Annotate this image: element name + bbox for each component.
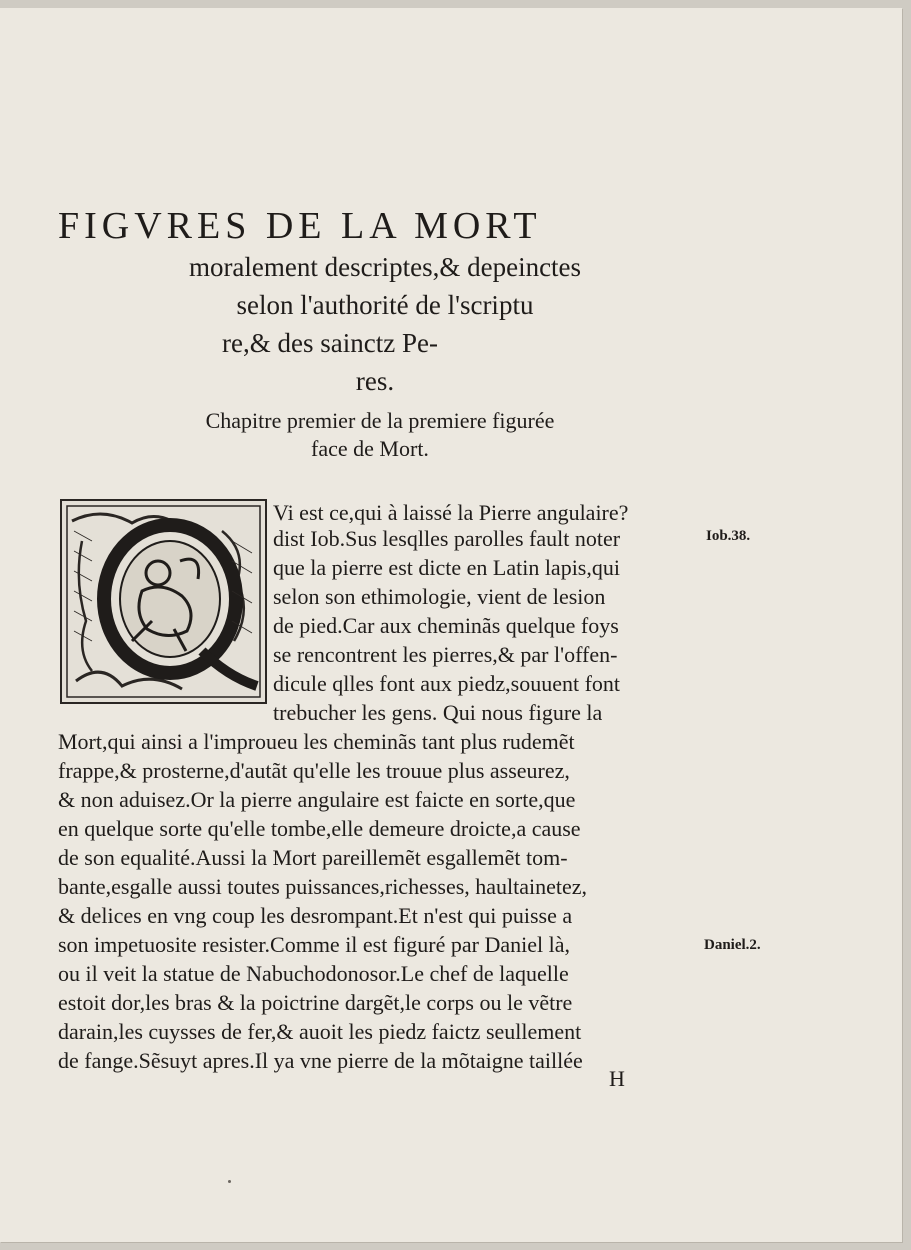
body-line: en quelque sorte qu'elle tombe,elle demeure droicte,a cause (58, 816, 581, 841)
body-line: de son equalité.Aussi la Mort pareillemẽt esgallemẽt tom- (58, 845, 568, 870)
margin-note: Iob.38. (706, 528, 751, 544)
body-line: & delices en vng coup les desrompant.Et n'est qui puisse a (58, 903, 573, 928)
body-line: darain,les cuysses de fer,& auoit les piedz faictz seullement (58, 1019, 582, 1044)
body-line: & non aduisez.Or la pierre angulaire est faicte en sorte,que (58, 787, 576, 812)
body-line: bante,esgalle aussi toutes puissances,richesses, haultainetez, (58, 874, 588, 899)
body-line: estoit dor,les bras & la poictrine dargẽt,le corps ou le vẽtre (58, 990, 573, 1015)
body-line: trebucher les gens. Qui nous figure la (273, 700, 603, 725)
subtitle-line: re,& des sainctz Pe- (222, 328, 438, 358)
decorated-initial (60, 499, 267, 704)
body-line: selon son ethimologie, vient de lesion (273, 584, 606, 609)
body-line: frappe,& prosterne,d'autãt qu'elle les trouue plus asseurez, (58, 758, 570, 783)
decorated-initial-art (62, 501, 265, 702)
chapter-heading-line: face de Mort. (311, 436, 429, 461)
body-line: ou il veit la statue de Nabuchodonosor.Le chef de laquelle (58, 961, 569, 986)
chapter-heading-line: Chapitre premier de la premiere figurée (205, 408, 555, 433)
body-line: que la pierre est dicte en Latin lapis,qui (273, 555, 620, 580)
body-line: dist Iob.Sus lesqlles parolles fault noter (273, 526, 621, 551)
body-line: de pied.Car aux cheminãs quelque foys (273, 613, 619, 638)
body-line: dicule qlles font aux piedz,souuent font (273, 671, 621, 696)
subtitle-line: moralement descriptes,& depeinctes (188, 252, 582, 282)
paper-speck (228, 1180, 231, 1183)
signature-mark: H (609, 1066, 625, 1091)
subtitle-line: res. (355, 366, 395, 396)
page-title: FIGVRES DE LA MORT (58, 205, 542, 247)
body-line: Mort,qui ainsi a l'improueu les cheminãs tant plus rudemẽt (58, 729, 575, 754)
margin-note: Daniel.2. (704, 937, 761, 953)
subtitle-line: selon l'authorité de l'scriptu (236, 290, 534, 320)
book-page (0, 8, 902, 1242)
body-line: se rencontrent les pierres,& par l'offen- (273, 642, 618, 667)
body-line: Vi est ce,qui à laissé la Pierre angulaire? (273, 500, 629, 525)
body-line: de fange.Sẽsuyt apres.Il ya vne pierre de la mõtaigne taillée (58, 1048, 583, 1073)
body-line: son impetuosite resister.Comme il est figuré par Daniel là, (58, 932, 570, 957)
